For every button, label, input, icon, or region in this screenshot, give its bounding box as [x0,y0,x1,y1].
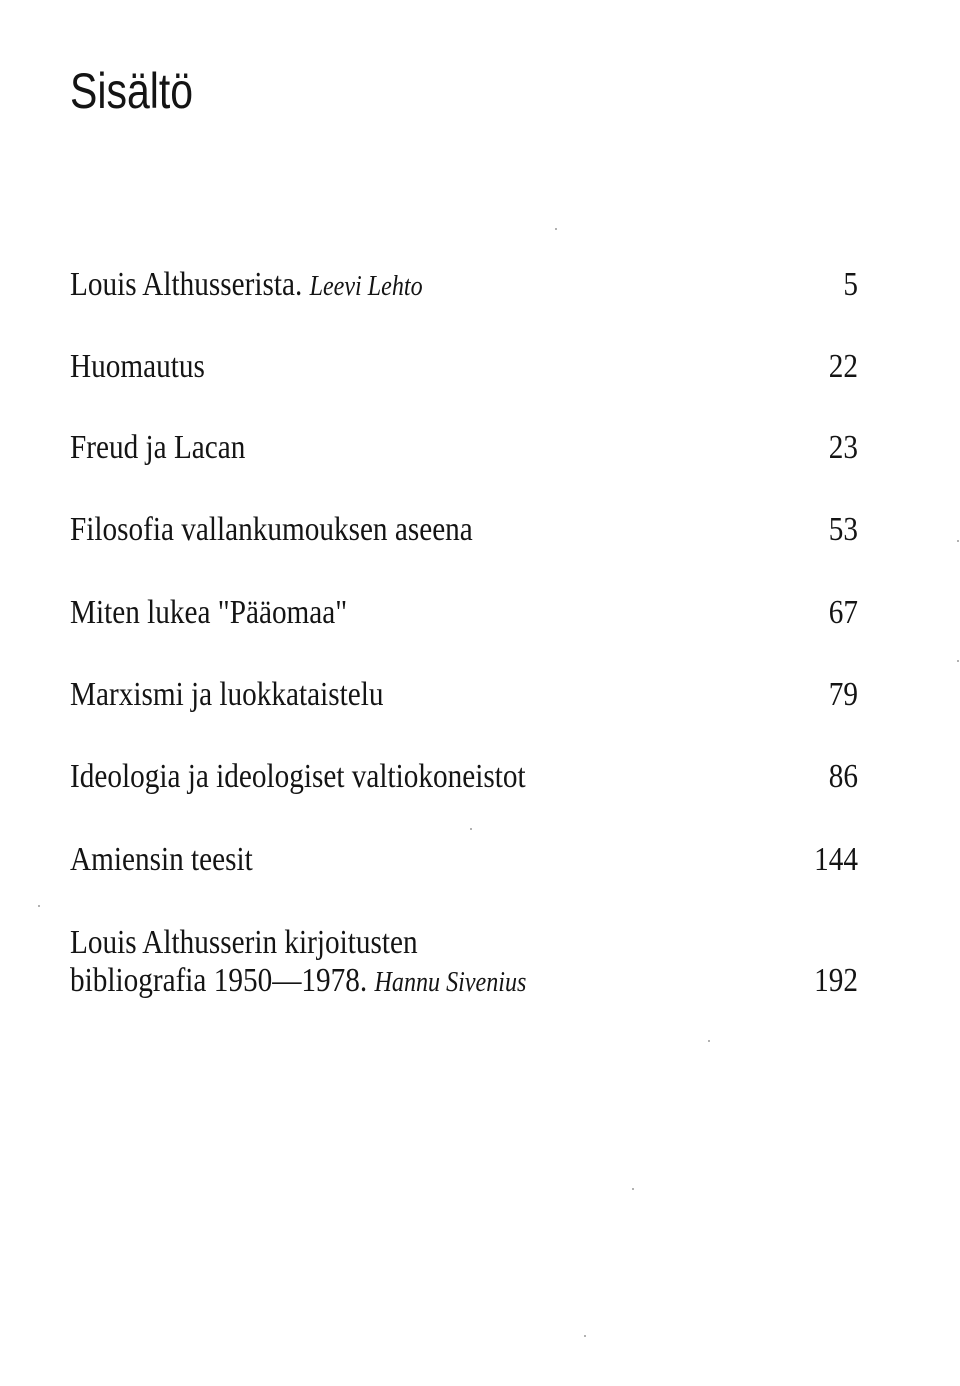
toc-entry-page: 53 [828,511,858,548]
scan-speck [708,1040,710,1042]
toc-entry-title: Amiensin teesit [70,841,253,878]
scan-speck [584,1335,586,1337]
toc-entry-author: Leevi Lehto [309,271,423,302]
scan-speck [632,1188,634,1190]
scan-speck [957,540,959,542]
scan-speck [38,905,40,907]
toc-entry-page: 23 [828,429,858,466]
toc-entry-page: 5 [843,266,858,303]
toc-entry-title: Huomautus [70,348,205,385]
toc-entry-page: 79 [828,676,858,713]
toc-entry-title: Marxismi ja luokkataistelu [70,676,384,713]
page-title: Sisältö [70,63,194,119]
toc-entry-title-line1: Louis Althusserin kirjoitusten [70,924,418,961]
toc-entry-title: Filosofia vallankumouksen aseena [70,511,473,548]
scan-speck [957,660,959,662]
toc-entry-page: 192 [814,962,858,999]
toc-entry-page: 144 [814,841,858,878]
scan-speck [555,228,557,230]
toc-entry-page: 86 [828,758,858,795]
toc-entry-author: Hannu Sivenius [374,967,527,998]
scan-speck [470,828,472,830]
toc-entry-title: Miten lukea "Pääomaa" [70,594,348,631]
toc-entry-title: Ideologia ja ideologiset valtiokoneistot [70,758,526,795]
toc-entry-title-line2: bibliografia 1950—1978. [70,962,368,999]
toc-entry-page: 22 [828,348,858,385]
toc-entry-title: Freud ja Lacan [70,429,246,466]
toc-entry-page: 67 [828,594,858,631]
toc-entry-title: Louis Althusserista. [70,266,303,303]
